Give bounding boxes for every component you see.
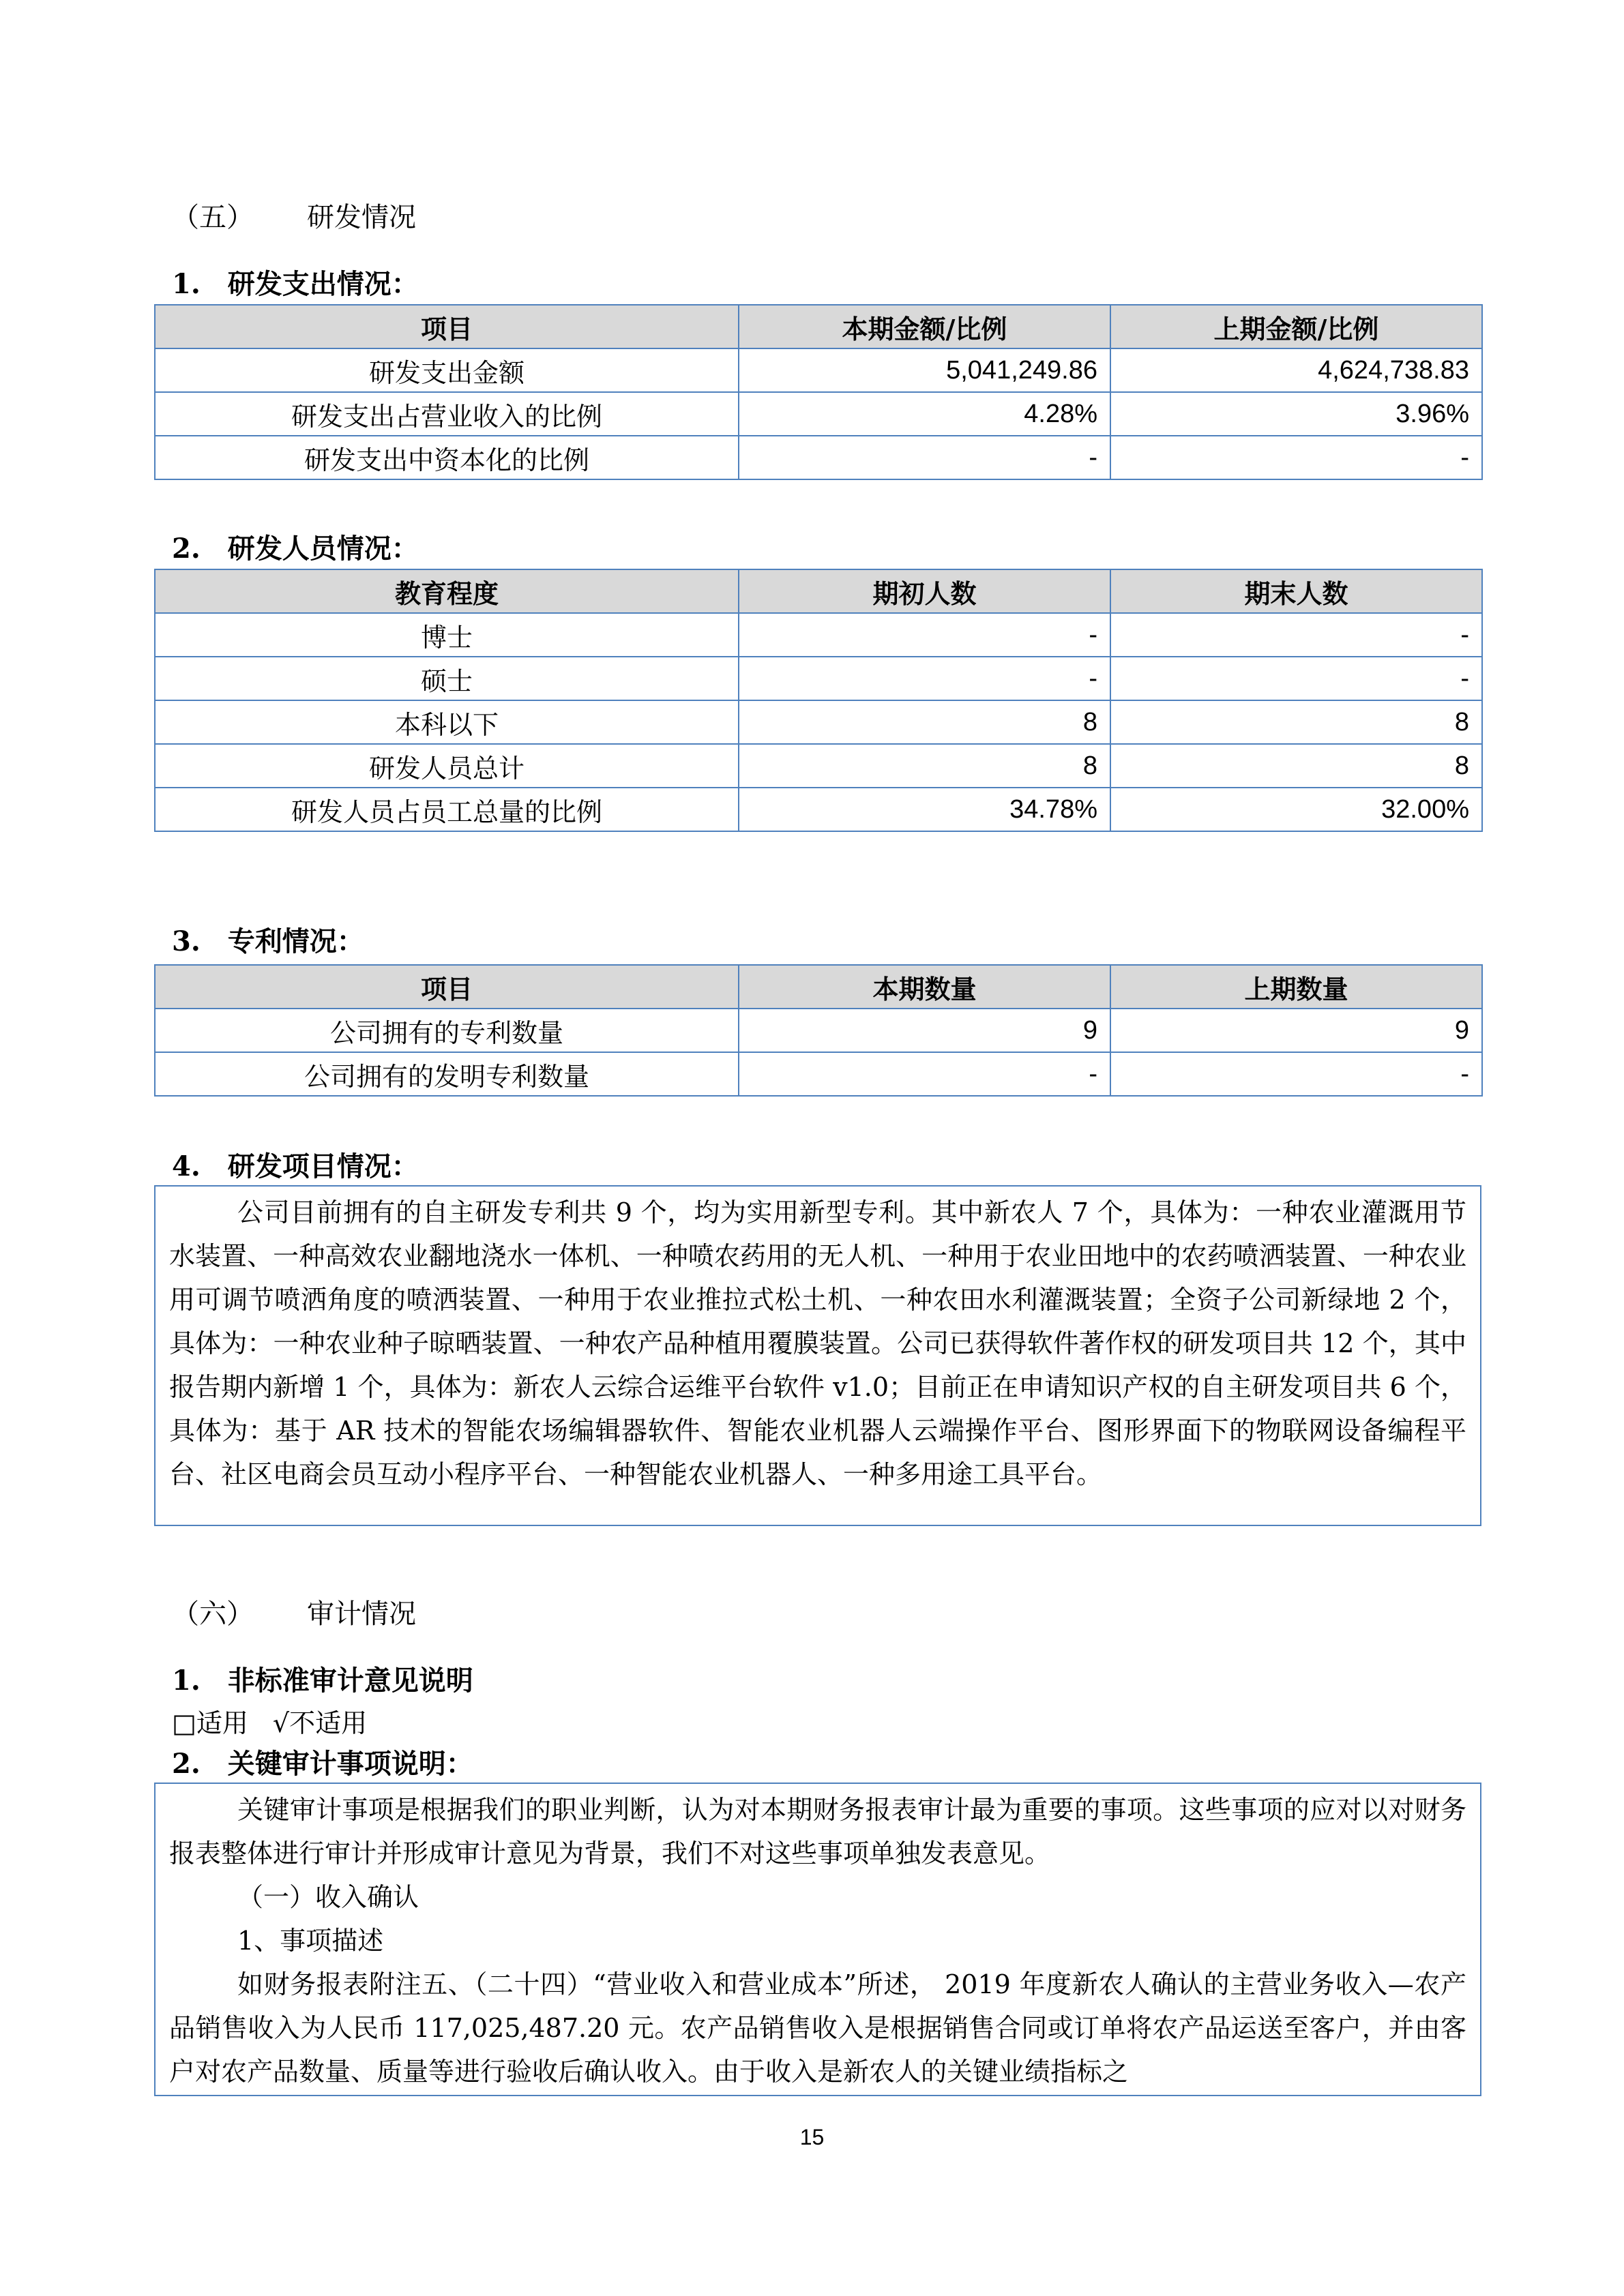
cell-start: -: [739, 657, 1110, 700]
key-matters-subheading-description: 1、事项描述: [237, 1926, 384, 1956]
cell-start: 8: [739, 700, 1110, 744]
cell-previous: 9: [1110, 1009, 1482, 1052]
cell-current: 9: [739, 1009, 1110, 1052]
cell-end: 8: [1110, 700, 1482, 744]
column-header: 项目: [155, 305, 739, 348]
column-header: 教育程度: [155, 569, 739, 613]
column-header: 项目: [155, 965, 739, 1009]
row-label: 研发支出中资本化的比例: [155, 436, 739, 479]
row-label: 博士: [155, 613, 739, 657]
section-title: 研发情况: [307, 202, 416, 233]
rd-projects-paragraph: 公司目前拥有的自主研发专利共 9 个，均为实用新型专利。其中新农人 7 个，具体为：一种农业灌溉用节水装置、一种高效农业翻地浇水一体机、一种喷农药用的无人机、一种用于农业田地中的农药喷洒装置、一种农业用可调节喷洒角度的喷洒装置、一种用于农业推拉式松土机、一种农田水利灌溉装置；全资子公司新绿地 2 个，具体为：一种农业种子晾晒装置、一种农产品种植用覆膜装置。公司已获得软件著作权的研发项目共 12 个，其中报告期内新增 1 个，具体为：新农人云综合运维平台软件 v1.0；目前正在申请知识产权的自主研发项目共 6 个，具体为：基于 AR 技术的智能农场编辑器软件、智能农业机器人云端操作平台、图形界面下的物联网设备编程平台、社区电商会员互动小程序平台、一种智能农业机器人、一种多用途工具平台。: [169, 1197, 1466, 1489]
column-header: 期末人数: [1110, 569, 1482, 613]
table-row: [155, 436, 1482, 479]
row-label: 本科以下: [155, 700, 739, 744]
subheading-text: 研发人员情况：: [227, 533, 419, 565]
rd-expense-table: [154, 304, 1483, 480]
subheading-rd-projects: [172, 1150, 419, 1184]
cell-end: -: [1110, 657, 1482, 700]
cell-previous: -: [1110, 436, 1482, 479]
subheading-patents: [172, 925, 364, 959]
rd-projects-box: [154, 1185, 1481, 1526]
subheading-number: 1.: [172, 268, 201, 300]
column-header: 上期数量: [1110, 965, 1482, 1009]
table-row: [155, 1009, 1482, 1052]
cell-previous: 3.96%: [1110, 392, 1482, 436]
subheading-text: 研发项目情况：: [227, 1150, 419, 1182]
column-header: 本期数量: [739, 965, 1110, 1009]
subheading-rd-expense: [172, 267, 419, 301]
checkbox-not-applicable: √不适用: [272, 1708, 368, 1738]
subheading-text: 研发支出情况：: [227, 268, 419, 300]
row-label: 硕士: [155, 657, 739, 700]
column-header: 本期金额/比例: [739, 305, 1110, 348]
row-label: 研发人员总计: [155, 744, 739, 788]
subheading-text: 关键审计事项说明：: [227, 1748, 473, 1780]
row-label: 公司拥有的专利数量: [155, 1009, 739, 1052]
section-number: （六）: [172, 1598, 254, 1630]
table-header-row: [155, 965, 1482, 1009]
checkbox-applicable: □适用: [172, 1708, 248, 1738]
cell-previous: -: [1110, 1052, 1482, 1096]
row-label: 研发人员占员工总量的比例: [155, 788, 739, 831]
subheading-number: 2.: [172, 533, 201, 565]
page-number: 15: [799, 2125, 825, 2149]
table-row: [155, 1052, 1482, 1096]
section-heading-rd: [172, 200, 416, 235]
table-row: [155, 613, 1482, 657]
table-row: [155, 657, 1482, 700]
table-row: [155, 744, 1482, 788]
table-header-row: [155, 305, 1482, 348]
table-header-row: [155, 569, 1482, 613]
subheading-rd-staff: [172, 532, 419, 566]
cell-current: -: [739, 1052, 1110, 1096]
key-matters-subheading-revenue: （一）收入确认: [237, 1882, 419, 1912]
cell-previous: 4,624,738.83: [1110, 348, 1482, 392]
row-label: 公司拥有的发明专利数量: [155, 1052, 739, 1096]
row-label: 研发支出金额: [155, 348, 739, 392]
subheading-text: 专利情况：: [227, 925, 364, 957]
table-row: [155, 348, 1482, 392]
subheading-number: 1.: [172, 1665, 201, 1697]
applicability-line: [172, 1706, 367, 1740]
column-header: 上期金额/比例: [1110, 305, 1482, 348]
subheading-key-audit-matters: [172, 1747, 473, 1781]
patent-table: [154, 964, 1483, 1097]
table-row: [155, 392, 1482, 436]
section-heading-audit: [172, 1597, 416, 1631]
section-title: 审计情况: [307, 1598, 416, 1630]
cell-current: 4.28%: [739, 392, 1110, 436]
cell-end: 32.00%: [1110, 788, 1482, 831]
subheading-text: 非标准审计意见说明: [227, 1665, 473, 1697]
subheading-number: 3.: [172, 925, 201, 957]
table-row: [155, 700, 1482, 744]
cell-current: -: [739, 436, 1110, 479]
subheading-number: 4.: [172, 1150, 201, 1182]
key-audit-matters-box: [154, 1783, 1481, 2096]
subheading-nonstandard-opinion: [172, 1664, 473, 1698]
column-header: 期初人数: [739, 569, 1110, 613]
section-number: （五）: [172, 202, 254, 233]
cell-start: -: [739, 613, 1110, 657]
subheading-number: 2.: [172, 1748, 201, 1780]
cell-start: 34.78%: [739, 788, 1110, 831]
key-matters-revenue-paragraph: 如财务报表附注五、（二十四）“营业收入和营业成本”所述， 2019 年度新农人确认的主营业务收入—农产品销售收入为人民币 117,025,487.20 元。农产品销售收入是根据销售合同或订单将农产品运送至客户，并由客户对农产品数量、质量等进行验收后确认收入。由于收入是新农人的关键业绩指标之: [169, 1969, 1466, 2087]
key-matters-intro: 关键审计事项是根据我们的职业判断，认为对本期财务报表审计最为重要的事项。这些事项的应对以对财务报表整体进行审计并形成审计意见为背景，我们不对这些事项单独发表意见。: [169, 1795, 1466, 1868]
table-row: [155, 788, 1482, 831]
cell-end: -: [1110, 613, 1482, 657]
row-label: 研发支出占营业收入的比例: [155, 392, 739, 436]
cell-start: 8: [739, 744, 1110, 788]
cell-current: 5,041,249.86: [739, 348, 1110, 392]
rd-staff-table: [154, 569, 1483, 832]
cell-end: 8: [1110, 744, 1482, 788]
